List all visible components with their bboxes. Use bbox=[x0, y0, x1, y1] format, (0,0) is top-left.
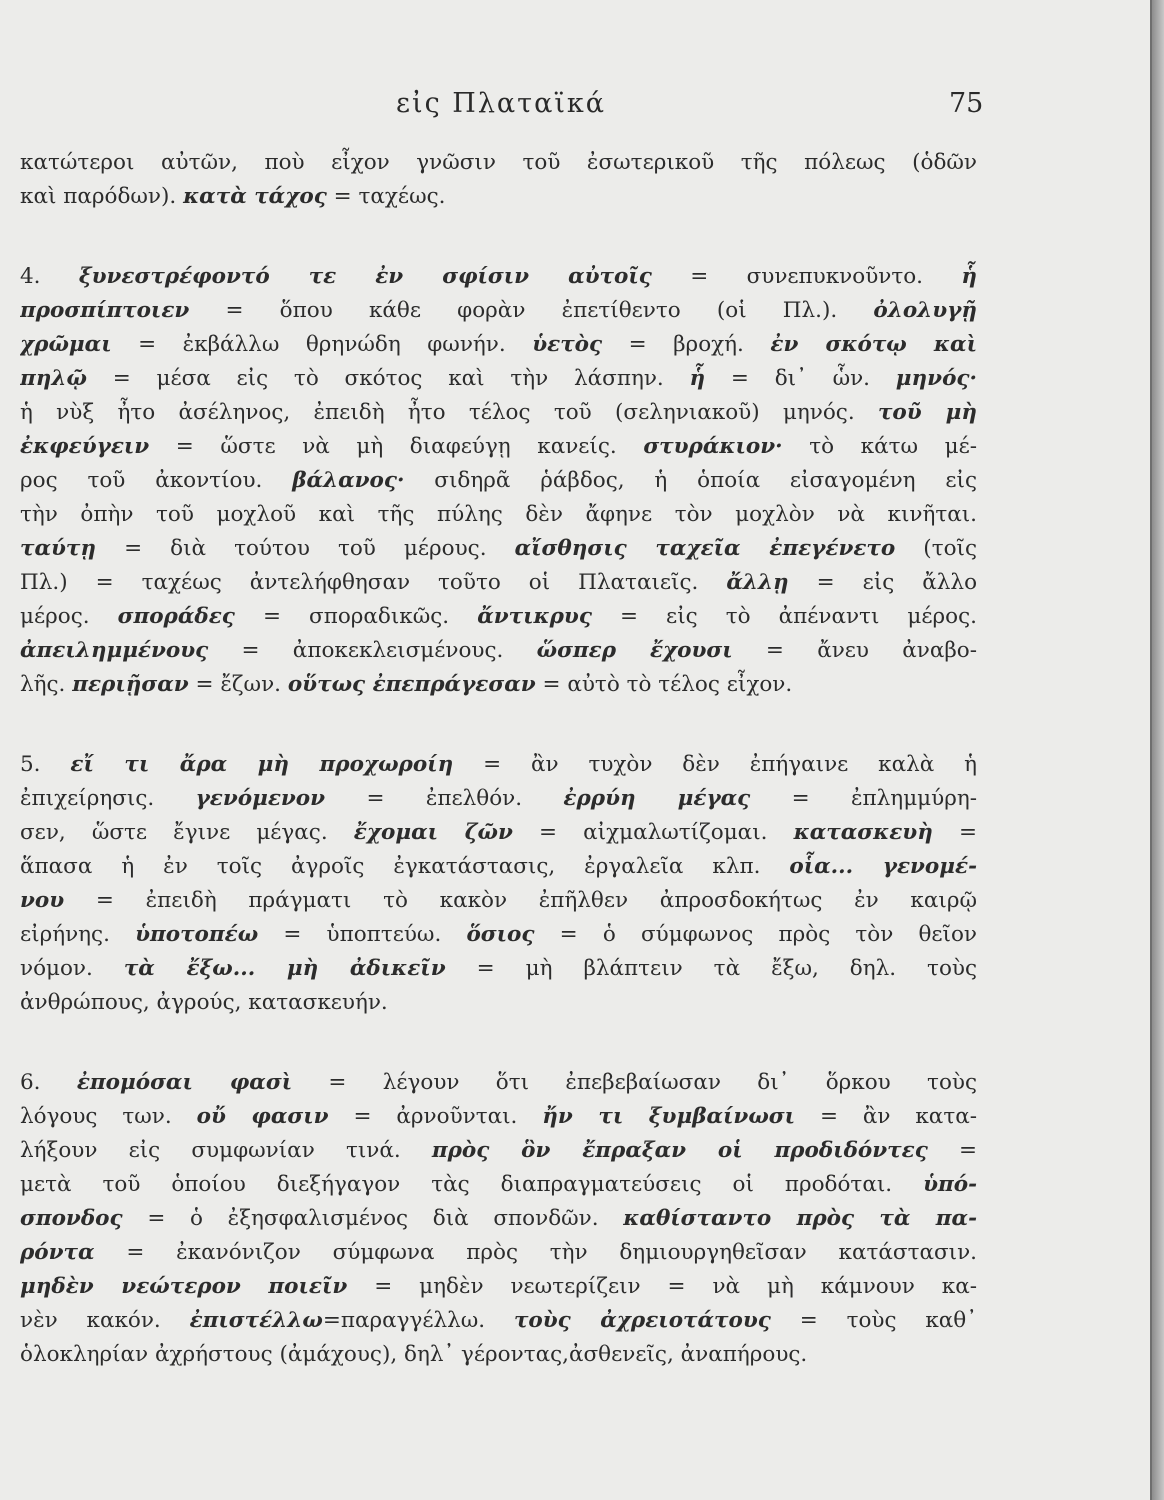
glossed-term: ἐρρύη μέγας bbox=[563, 786, 751, 811]
glossed-term: πηλῷ bbox=[20, 366, 87, 391]
text-line: 5. εἴ τι ἄρα μὴ προχωροίη = ἂν τυχὸν δὲν ἐπήγαινε καλὰ ἡ bbox=[20, 752, 977, 777]
text-line: ταύτῃ = διὰ τούτου τοῦ μέρους. αἴσθησις ταχεῖα ἐπεγένετο (τοῖς bbox=[20, 536, 977, 561]
text-line: ἀπειλημμένους = ἀποκεκλεισμένους. ὥσπερ ἔχουσι = ἄνευ ἀναβο- bbox=[20, 638, 977, 663]
text-line: ὁλοκληρίαν ἀχρήστους (ἀμάχους), δηλ᾽ γέροντας,ἀσθενεῖς, ἀναπήρους. bbox=[20, 1342, 808, 1367]
glossed-term: ταύτῃ bbox=[20, 536, 97, 561]
glossed-term: τοῦ μὴ bbox=[877, 400, 977, 425]
text-line: προσπίπτοιεν = ὅπου κάθε φορὰν ἐπετίθεντο (οἱ Πλ.). ὀλολυγῇ bbox=[20, 298, 977, 323]
glossed-term: μηνός· bbox=[895, 366, 977, 391]
paragraph bbox=[20, 1066, 977, 1372]
glossed-term: μηδὲν νεώτερον ποιεῖν bbox=[20, 1274, 348, 1299]
glossed-term: ὑετὸς bbox=[532, 332, 603, 357]
glossed-term: ἐν σκότῳ καὶ bbox=[770, 332, 977, 357]
text-line: λήξουν εἰς συμφωνίαν τινά. πρὸς ὃν ἔπραξαν οἱ προδιδόντες = bbox=[20, 1138, 977, 1163]
glossed-term: βάλανος· bbox=[292, 468, 405, 493]
glossed-term: ἐπομόσαι φασὶ bbox=[76, 1070, 293, 1095]
text-line: μετὰ τοῦ ὁποίου διεξήγαγον τὰς διαπραγματεύσεις οἱ προδόται. ὑπό- bbox=[20, 1172, 977, 1197]
glossed-term: προσπίπτοιεν bbox=[20, 298, 190, 323]
glossed-term: ρόντα bbox=[20, 1240, 95, 1265]
text-line: νὲν κακόν. ἐπιστέλλω=παραγγέλλω. τοὺς ἀχρειοτάτους = τοὺς καθ᾽ bbox=[20, 1308, 977, 1333]
glossed-term: στυράκιον· bbox=[643, 434, 783, 459]
glossed-term: περιῇσαν bbox=[72, 672, 189, 697]
text-line: ἐκφεύγειν = ὥστε νὰ μὴ διαφεύγῃ κανείς. στυράκιον· τὸ κάτω μέ- bbox=[20, 434, 977, 459]
glossed-term: ἄντικρυς bbox=[477, 604, 592, 629]
glossed-term: ἔχομαι ζῶν bbox=[353, 820, 513, 845]
text-line: λόγους των. οὔ φασιν = ἀρνοῦνται. ἤν τι ξυμβαίνωσι = ἂν κατα- bbox=[20, 1104, 977, 1129]
text-line: κατώτεροι αὐτῶν, ποὺ εἶχον γνῶσιν τοῦ ἐσωτερικοῦ τῆς πόλεως (ὁδῶν bbox=[20, 150, 977, 175]
page-edge bbox=[1152, 0, 1164, 1500]
glossed-term: ὀλολυγῇ bbox=[873, 298, 977, 323]
text-line: ρόντα = ἐκανόνιζον σύμφωνα πρὸς τὴν δημιουργηθεῖσαν κατάστασιν. bbox=[20, 1240, 977, 1265]
text-line: πηλῷ = μέσα εἰς τὸ σκότος καὶ τὴν λάσπην. ἧ = δι᾽ ὧν. μηνός· bbox=[20, 366, 977, 391]
glossed-term: νου bbox=[20, 888, 65, 913]
text-line: σεν, ὥστε ἔγινε μέγας. ἔχομαι ζῶν = αἰχμαλωτίζομαι. κατασκευὴ = bbox=[20, 820, 977, 845]
glossed-term: αἴσθησις ταχεῖα ἐπεγένετο bbox=[514, 536, 896, 561]
glossed-term: οὔ φασιν bbox=[196, 1104, 329, 1129]
glossed-term: ὅσιος bbox=[466, 922, 535, 947]
glossed-term: ἀπειλημμένους bbox=[20, 638, 209, 663]
text-line: τὴν ὀπὴν τοῦ μοχλοῦ καὶ τῆς πύλης δὲν ἄφηνε τὸν μοχλὸν νὰ κινῆται. bbox=[20, 502, 977, 527]
glossed-term: ὥσπερ ἔχουσι bbox=[536, 638, 733, 663]
glossed-term: πρὸς ὃν ἔπραξαν οἱ προδιδόντες bbox=[431, 1138, 928, 1163]
text-line: νου = ἐπειδὴ πράγματι τὸ κακὸν ἐπῆλθεν ἀπροσδοκήτως ἐν καιρῷ bbox=[20, 888, 977, 913]
glossed-term: σπονδος bbox=[20, 1206, 123, 1231]
glossed-term: ἧ bbox=[689, 366, 706, 391]
paragraph bbox=[20, 748, 977, 1020]
glossed-term: τὰ ἔξω... μὴ ἀδικεῖν bbox=[123, 956, 446, 981]
body-text bbox=[20, 146, 977, 1418]
text-line: ἡ νὺξ ἦτο ἀσέληνος, ἐπειδὴ ἦτο τέλος τοῦ (σεληνιακοῦ) μηνός. τοῦ μὴ bbox=[20, 400, 977, 425]
text-line: ἀνθρώπους, ἀγρούς, κατασκευήν. bbox=[20, 990, 388, 1015]
glossed-term: καθίσταντο πρὸς τὰ πα- bbox=[623, 1206, 977, 1231]
text-line: ἅπασα ἡ ἐν τοῖς ἀγροῖς ἐγκατάστασις, ἐργαλεῖα κλπ. οἷα... γενομέ- bbox=[20, 854, 977, 879]
text-line: 6. ἐπομόσαι φασὶ = λέγουν ὅτι ἐπεβεβαίωσαν δι᾽ ὅρκου τοὺς bbox=[20, 1070, 977, 1095]
glossed-term: ὑποτοπέω bbox=[135, 922, 259, 947]
text-line: μέρος. σποράδες = σποραδικῶς. ἄντικρυς = εἰς τὸ ἀπέναντι μέρος. bbox=[20, 604, 977, 629]
glossed-term: εἴ τι ἄρα μὴ προχωροίη bbox=[70, 752, 454, 777]
glossed-term: ἐπιστέλλω bbox=[189, 1308, 323, 1333]
glossed-term: οἷα... γενομέ- bbox=[789, 854, 977, 879]
page-number: 75 bbox=[949, 88, 984, 119]
text-line: καὶ παρόδων). κατὰ τάχος = ταχέως. bbox=[20, 184, 446, 209]
text-line: λῆς. περιῇσαν = ἔζων. οὕτως ἐπεπράγεσαν = αὐτὸ τὸ τέλος εἶχον. bbox=[20, 672, 793, 697]
page-header bbox=[20, 88, 984, 128]
glossed-term: ἤν τι ξυμβαίνωσι bbox=[542, 1104, 796, 1129]
text-line: εἰρήνης. ὑποτοπέω = ὑποπτεύω. ὅσιος = ὁ σύμφωνος πρὸς τὸν θεῖον bbox=[20, 922, 977, 947]
text-line: Πλ.) = ταχέως ἀντελήφθησαν τοῦτο οἱ Πλαταιεῖς. ἄλλῃ = εἰς ἄλλο bbox=[20, 570, 977, 595]
glossed-term: κατασκευὴ bbox=[793, 820, 933, 845]
paragraph bbox=[20, 260, 977, 702]
glossed-term: σποράδες bbox=[117, 604, 235, 629]
glossed-term: ὑπό- bbox=[923, 1172, 977, 1197]
glossed-term: οὕτως ἐπεπράγεσαν bbox=[287, 672, 536, 697]
text-line: 4. ξυνεστρέφοντό τε ἐν σφίσιν αὐτοῖς = συνεπυκνοῦντο. ἧ bbox=[20, 264, 977, 289]
glossed-term: ἄλλῃ bbox=[726, 570, 789, 595]
text-line: ἐπιχείρησις. γενόμενον = ἐπελθόν. ἐρρύη μέγας = ἐπλημμύρη- bbox=[20, 786, 977, 811]
text-line: μηδὲν νεώτερον ποιεῖν = μηδὲν νεωτερίζειν = νὰ μὴ κάμνουν κα- bbox=[20, 1274, 977, 1299]
glossed-term: χρῶμαι bbox=[20, 332, 112, 357]
paragraph bbox=[20, 146, 977, 214]
glossed-term: τοὺς ἀχρειοτάτους bbox=[513, 1308, 771, 1333]
glossed-term: κατὰ τάχος bbox=[183, 184, 327, 209]
text-line: ρος τοῦ ἀκοντίου. βάλανος· σιδηρᾶ ῥάβδος, ἡ ὁποία εἰσαγομένη εἰς bbox=[20, 468, 977, 493]
glossed-term: ἐκφεύγειν bbox=[20, 434, 150, 459]
running-title: εἰς Πλαταϊκά bbox=[396, 88, 607, 119]
glossed-term: ἧ bbox=[961, 264, 977, 289]
text-line: νόμον. τὰ ἔξω... μὴ ἀδικεῖν = μὴ βλάπτειν τὰ ἔξω, δηλ. τοὺς bbox=[20, 956, 977, 981]
glossed-term: γενόμενον bbox=[195, 786, 326, 811]
text-line: χρῶμαι = ἐκβάλλω θρηνώδη φωνήν. ὑετὸς = βροχή. ἐν σκότῳ καὶ bbox=[20, 332, 977, 357]
glossed-term: ξυνεστρέφοντό τε ἐν σφίσιν αὐτοῖς bbox=[78, 264, 652, 289]
text-line: σπονδος = ὁ ἐξησφαλισμένος διὰ σπονδῶν. καθίσταντο πρὸς τὰ πα- bbox=[20, 1206, 977, 1231]
